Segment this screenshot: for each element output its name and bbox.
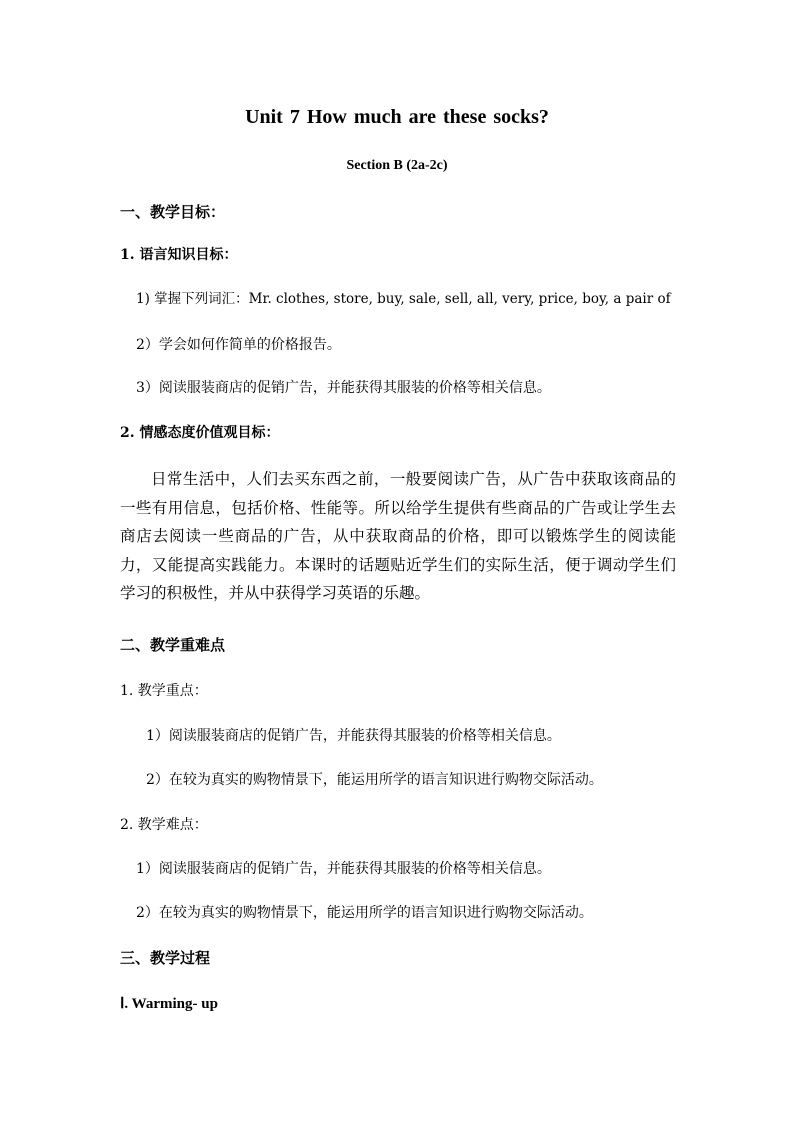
section-subtitle: Section B (2a-2c) [346,158,448,173]
heading-key-difficult-points: 二、教学重难点 [120,636,226,654]
objective-item-price-report: 2）学会如何作简单的价格报告。 [136,337,341,353]
document-title: Unit 7 How much are these socks? [245,106,549,128]
difficult-point-item: 2）在较为真实的购物情景下，能运用所学的语言知识进行购物交际活动。 [136,905,593,921]
heading-language-knowledge: 1. 语言知识目标： [120,247,238,263]
heading-teaching-process: 三、教学过程 [120,949,211,967]
key-point-item: 2）在较为真实的购物情景下，能运用所学的语言知识进行购物交际活动。 [146,772,603,788]
affective-paragraph: 日常生活中，人们去买东西之前，一般要阅读广告，从广告中获取该商品的一些有用信息，包括价格、性能等。所以给学生提供有些商品的广告或让学生去商店去阅读一些商品的广告，从中获取商品的价格，即可以锻炼学生的阅读能力，又能提高实践能力。本课时的话题贴近学生们的实际生活，便于调动学生们学习的积极性，并从中获得学习英语的乐趣。 [120,470,676,602]
difficult-point-item: 1）阅读服装商店的促销广告，并能获得其服装的价格等相关信息。 [136,861,551,877]
step-warming-up: Ⅰ. Warming- up [120,996,218,1012]
heading-key-points: 1. 教学重点： [120,683,208,699]
heading-difficult-points: 2. 教学难点： [120,817,208,833]
objective-item-read-ads: 3）阅读服装商店的促销广告，并能获得其服装的价格等相关信息。 [136,380,551,396]
heading-affective-values: 2. 情感态度价值观目标： [120,425,280,441]
objective-item-vocabulary: 1) 掌握下列词汇：Mr. clothes, store, buy, sale, sell, all, very, price, boy, a pair of [136,291,671,307]
key-point-item: 1）阅读服装商店的促销广告，并能获得其服装的价格等相关信息。 [146,728,561,744]
heading-teaching-objectives: 一、教学目标： [120,203,226,221]
